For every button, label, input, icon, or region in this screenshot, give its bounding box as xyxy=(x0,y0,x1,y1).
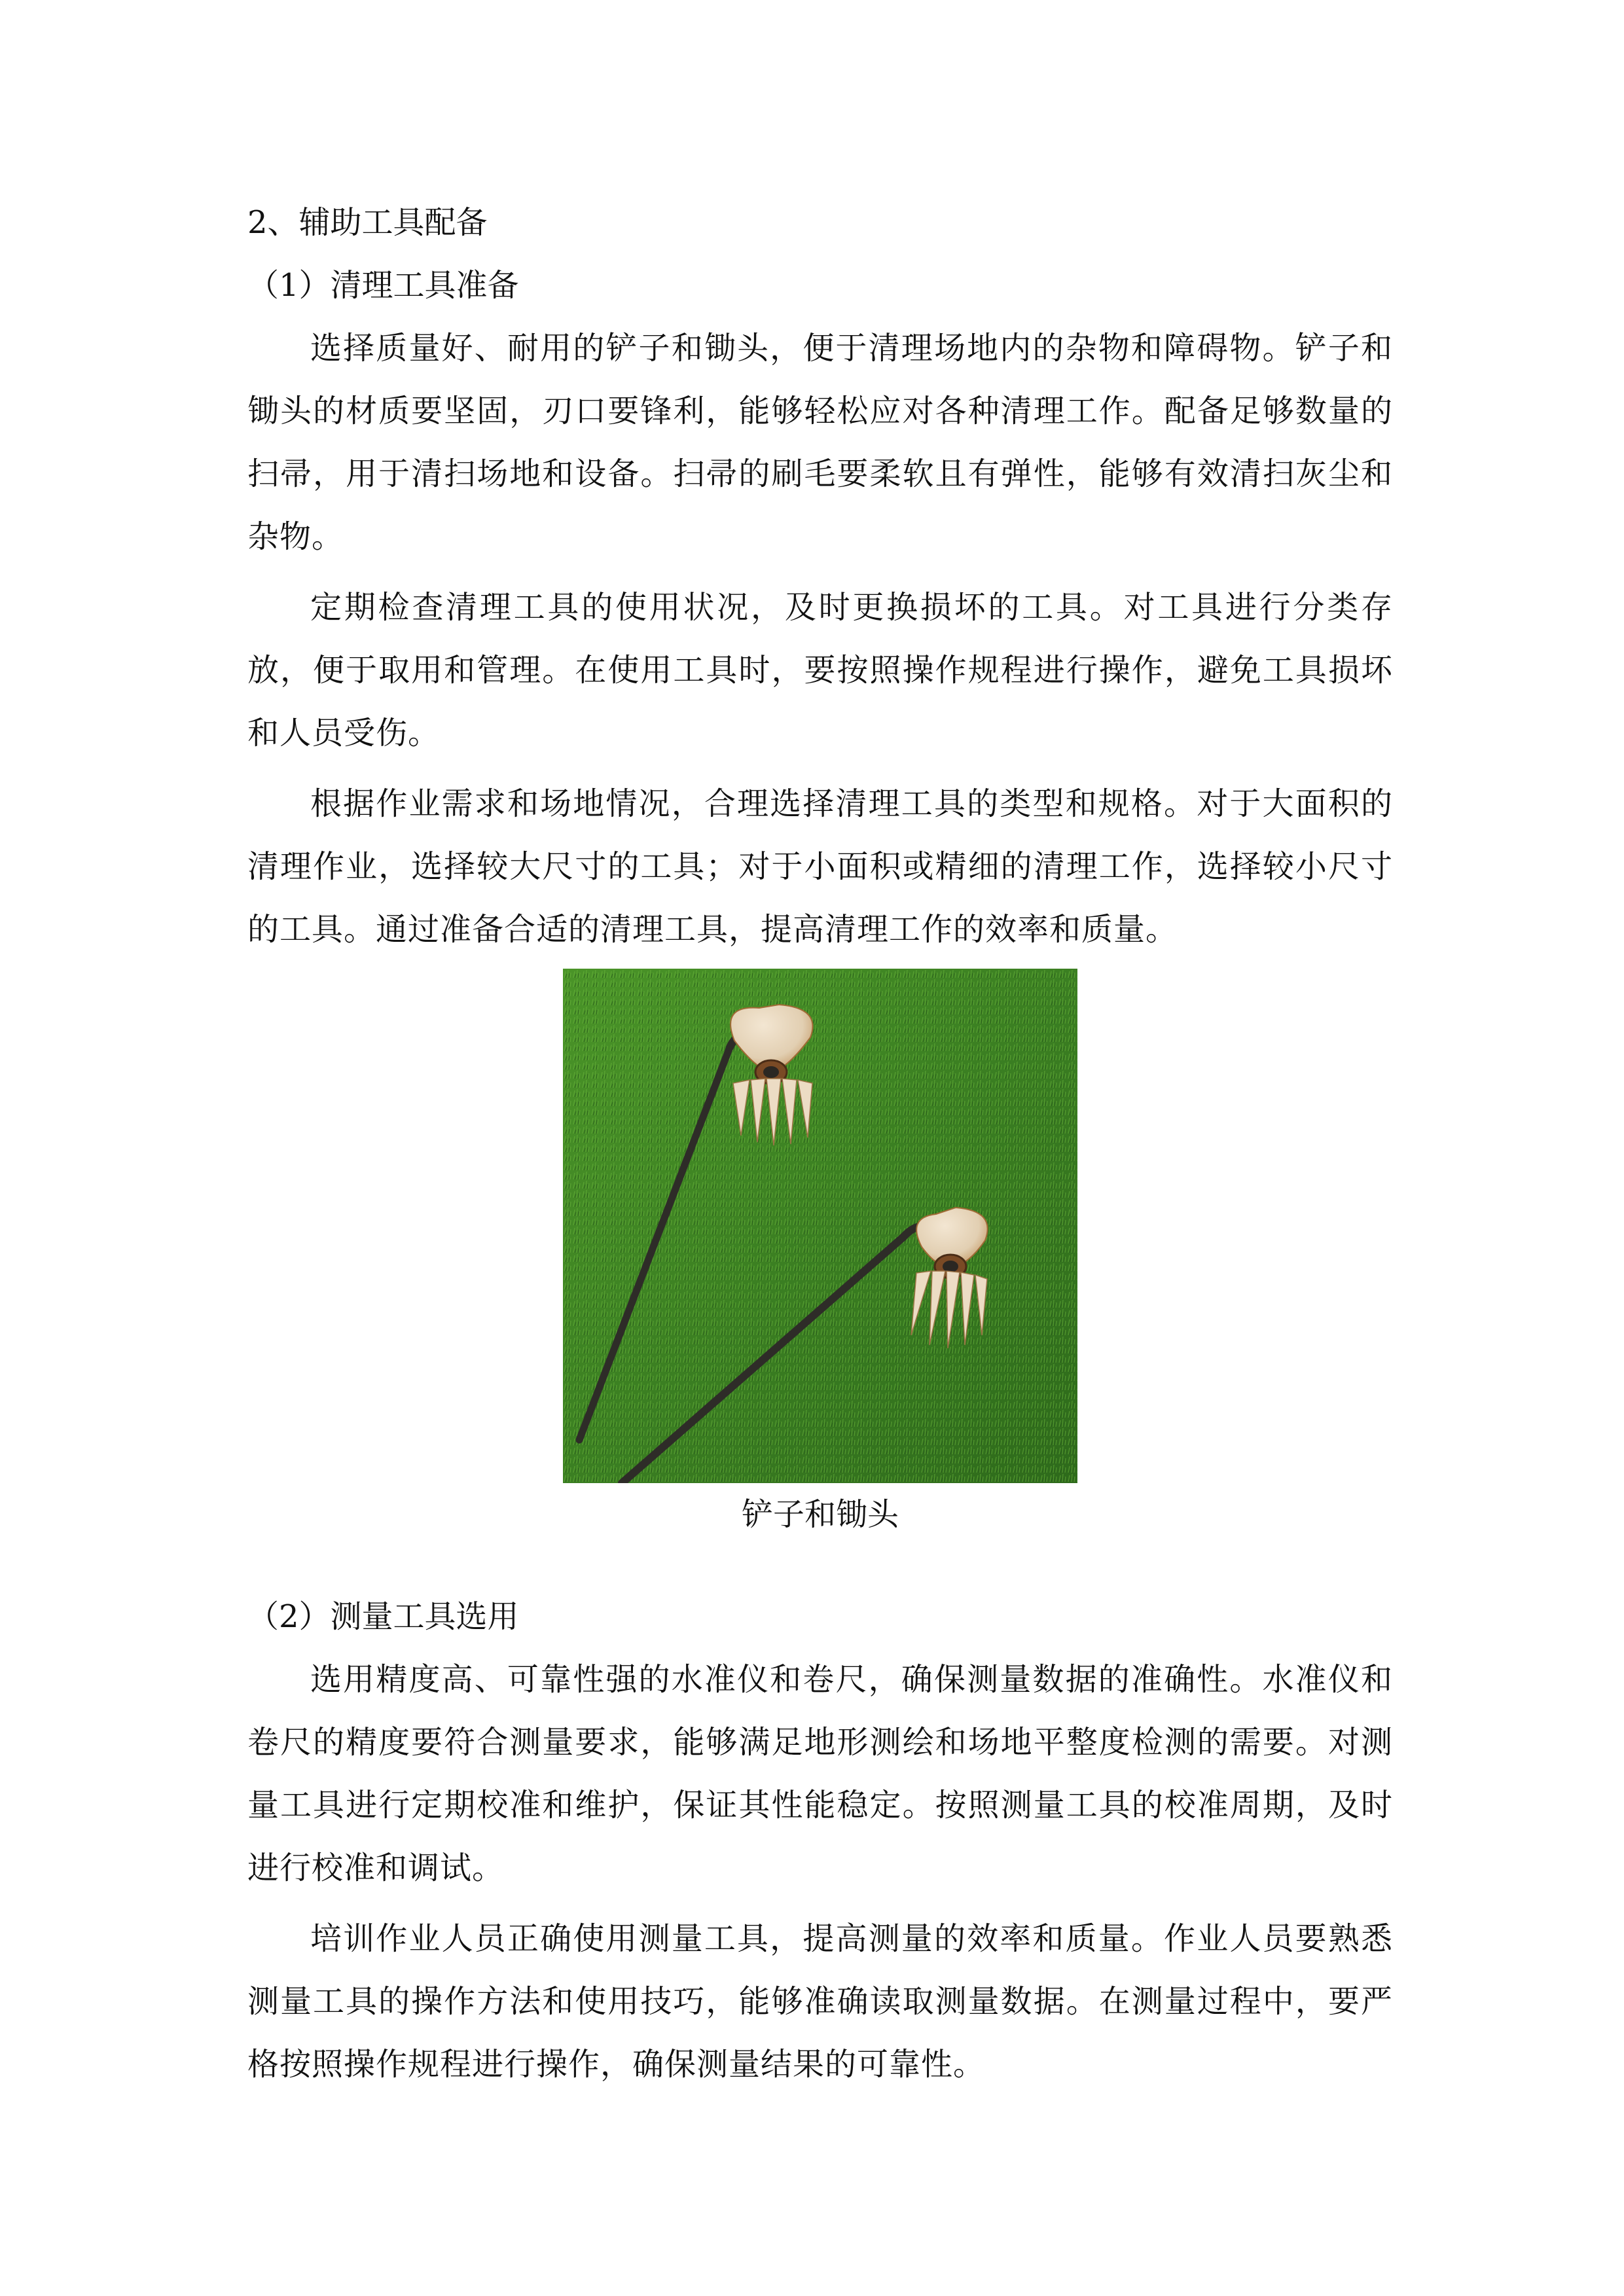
document-body xyxy=(247,191,1393,2104)
figure-caption: 铲子和锄头 xyxy=(741,1496,899,1533)
paragraph: 定期检查清理工具的使用状况，及时更换损坏的工具。对工具进行分类存放，便于取用和管理。在使用工具时，要按照操作规程进行操作，避免工具损坏和人员受伤。 xyxy=(247,589,1393,751)
shovel-and-hoe-photo xyxy=(563,969,1077,1483)
figure-tools xyxy=(247,969,1393,1546)
subsection-heading-measuring: （2）测量工具选用 xyxy=(247,1598,519,1635)
subsection-heading-cleaning: （1）清理工具准备 xyxy=(247,267,519,304)
spacer xyxy=(247,1546,1393,1585)
paragraph: 选择质量好、耐用的铲子和锄头，便于清理场地内的杂物和障碍物。铲子和锄头的材质要坚固，刃口要锋利，能够轻松应对各种清理工作。配备足够数量的扫帚，用于清扫场地和设备。扫帚的刷毛要柔软且有弹性，能够有效清扫灰尘和杂物。 xyxy=(247,330,1393,555)
paragraph: 选用精度高、可靠性强的水准仪和卷尺，确保测量数据的准确性。水准仪和卷尺的精度要符合测量要求，能够满足地形测绘和场地平整度检测的需要。对测量工具进行定期校准和维护，保证其性能稳定。按照测量工具的校准周期，及时进行校准和调试。 xyxy=(247,1661,1393,1886)
paragraph: 培训作业人员正确使用测量工具，提高测量的效率和质量。作业人员要熟悉测量工具的操作方法和使用技巧，能够准确读取测量数据。在测量过程中，要严格按照操作规程进行操作，确保测量结果的可靠性。 xyxy=(247,1920,1393,2083)
paragraph: 根据作业需求和场地情况，合理选择清理工具的类型和规格。对于大面积的清理作业，选择较大尺寸的工具；对于小面积或精细的清理工作，选择较小尺寸的工具。通过准备合适的清理工具，提高清理工作的效率和质量。 xyxy=(247,785,1393,948)
section-heading: 2、辅助工具配备 xyxy=(247,204,488,241)
